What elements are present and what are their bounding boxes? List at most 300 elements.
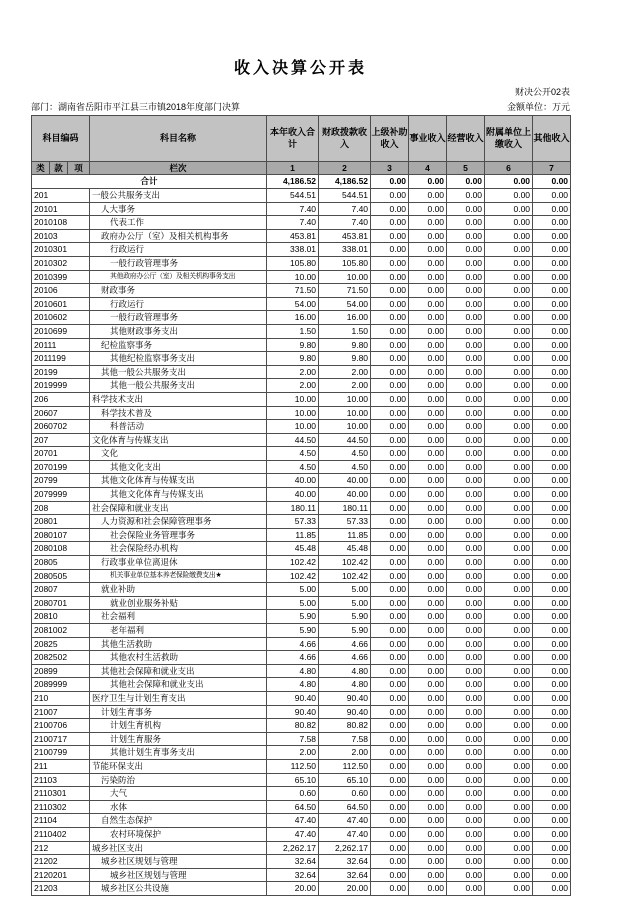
value-cell: 0.00 (485, 637, 533, 651)
table-row (32, 882, 571, 896)
table-row (32, 732, 571, 746)
value-cell: 0.00 (409, 256, 447, 270)
subject-name-cell: 行政运行 (90, 243, 267, 257)
value-cell: 0.00 (533, 324, 571, 338)
column-header-annual-total: 本年收入合计 (267, 116, 319, 162)
value-cell: 0.00 (409, 433, 447, 447)
subject-name-cell: 一般公共服务支出 (90, 189, 267, 203)
table-row (32, 406, 571, 420)
value-cell: 0.00 (485, 732, 533, 746)
value-cell: 0.00 (447, 787, 485, 801)
table-row (32, 759, 571, 773)
column-header-other-income: 其他收入 (533, 116, 571, 162)
value-cell: 0.00 (485, 787, 533, 801)
value-cell: 0.00 (371, 420, 409, 434)
value-cell: 0.00 (371, 759, 409, 773)
value-cell: 4.80 (267, 664, 319, 678)
value-cell: 0.00 (447, 759, 485, 773)
value-cell: 0.00 (409, 528, 447, 542)
value-cell: 0.00 (371, 637, 409, 651)
value-cell: 0.00 (447, 284, 485, 298)
table-row (32, 216, 571, 230)
subject-code-cell: 20106 (32, 284, 90, 298)
value-cell: 0.00 (533, 637, 571, 651)
value-cell: 0.00 (409, 324, 447, 338)
value-cell: 10.00 (319, 406, 371, 420)
value-cell: 0.00 (371, 827, 409, 841)
value-cell: 0.00 (371, 433, 409, 447)
value-cell: 0.00 (371, 691, 409, 705)
value-cell: 0.00 (447, 229, 485, 243)
value-cell: 0.00 (533, 528, 571, 542)
value-cell: 0.00 (371, 651, 409, 665)
value-cell: 0.00 (485, 664, 533, 678)
value-cell: 0.00 (485, 284, 533, 298)
value-cell: 0.00 (485, 610, 533, 624)
value-cell: 4.50 (267, 447, 319, 461)
subject-name-cell: 其他生活救助 (90, 637, 267, 651)
value-cell: 32.64 (267, 855, 319, 869)
value-cell: 0.00 (533, 678, 571, 692)
value-cell: 0.00 (533, 705, 571, 719)
value-cell: 0.00 (409, 759, 447, 773)
subheader-lei: 类 (32, 162, 50, 175)
value-cell: 0.00 (485, 569, 533, 583)
value-cell: 32.64 (267, 868, 319, 882)
table-row (32, 365, 571, 379)
value-cell: 4.80 (267, 678, 319, 692)
value-cell: 0.00 (447, 392, 485, 406)
table-row (32, 338, 571, 352)
value-cell: 7.40 (267, 202, 319, 216)
table-row (32, 460, 571, 474)
value-cell: 0.00 (533, 855, 571, 869)
value-cell: 0.00 (533, 501, 571, 515)
value-cell: 0.00 (485, 488, 533, 502)
value-cell: 0.00 (533, 460, 571, 474)
value-cell: 0.00 (485, 365, 533, 379)
subject-name-cell: 医疗卫生与计划生育支出 (90, 691, 267, 705)
value-cell: 0.00 (409, 379, 447, 393)
subject-code-cell: 2120201 (32, 868, 90, 882)
value-cell: 0.00 (533, 420, 571, 434)
value-cell: 5.90 (319, 610, 371, 624)
value-cell: 0.00 (447, 365, 485, 379)
total-row (32, 175, 571, 189)
value-cell: 0.00 (485, 256, 533, 270)
value-cell: 0.00 (447, 855, 485, 869)
value-cell: 0.00 (371, 216, 409, 230)
total-value: 0.00 (447, 175, 485, 189)
value-cell: 0.00 (485, 882, 533, 896)
value-cell: 0.00 (447, 433, 485, 447)
value-cell: 0.00 (485, 270, 533, 284)
value-cell: 0.00 (447, 311, 485, 325)
header-row (32, 116, 571, 162)
value-cell: 54.00 (267, 297, 319, 311)
value-cell: 0.00 (485, 501, 533, 515)
value-cell: 0.00 (485, 814, 533, 828)
value-cell: 16.00 (319, 311, 371, 325)
value-cell: 2,262.17 (267, 841, 319, 855)
subject-code-cell: 21202 (32, 855, 90, 869)
value-cell: 0.00 (409, 732, 447, 746)
value-cell: 0.00 (533, 297, 571, 311)
value-cell: 0.00 (447, 528, 485, 542)
value-cell: 1.50 (267, 324, 319, 338)
value-cell: 0.00 (371, 787, 409, 801)
value-cell: 0.00 (533, 814, 571, 828)
value-cell: 0.00 (485, 406, 533, 420)
value-cell: 0.00 (447, 664, 485, 678)
subject-code-cell: 2110402 (32, 827, 90, 841)
value-cell: 0.00 (485, 460, 533, 474)
value-cell: 0.00 (409, 855, 447, 869)
value-cell: 45.48 (319, 542, 371, 556)
subject-name-cell: 其他政府办公厅（室）及相关机构事务支出 (90, 270, 267, 284)
value-cell: 90.40 (319, 705, 371, 719)
value-cell: 0.00 (533, 270, 571, 284)
value-cell: 102.42 (267, 569, 319, 583)
value-cell: 180.11 (319, 501, 371, 515)
value-cell: 0.00 (485, 379, 533, 393)
value-cell: 0.00 (409, 474, 447, 488)
value-cell: 9.80 (267, 352, 319, 366)
subject-name-cell: 城乡社区规划与管理 (90, 855, 267, 869)
value-cell: 0.00 (371, 243, 409, 257)
value-cell: 105.80 (267, 256, 319, 270)
value-cell: 0.00 (447, 827, 485, 841)
subject-code-cell: 2010699 (32, 324, 90, 338)
value-cell: 0.00 (447, 624, 485, 638)
value-cell: 0.00 (447, 338, 485, 352)
value-cell: 0.00 (533, 719, 571, 733)
subject-name-cell: 人大事务 (90, 202, 267, 216)
table-header (32, 116, 571, 189)
subject-code-cell: 2010108 (32, 216, 90, 230)
value-cell: 0.00 (371, 719, 409, 733)
value-cell: 4.66 (319, 651, 371, 665)
value-cell: 0.00 (371, 610, 409, 624)
value-cell: 2.00 (267, 379, 319, 393)
value-cell: 0.00 (447, 814, 485, 828)
value-cell: 0.00 (409, 420, 447, 434)
value-cell: 0.00 (409, 583, 447, 597)
value-cell: 0.00 (533, 256, 571, 270)
table-row (32, 841, 571, 855)
value-cell: 0.00 (485, 868, 533, 882)
value-cell: 0.00 (409, 352, 447, 366)
value-cell: 0.00 (447, 569, 485, 583)
value-cell: 4.66 (267, 637, 319, 651)
value-cell: 20.00 (267, 882, 319, 896)
subject-name-cell: 代表工作 (90, 216, 267, 230)
column-number-1: 1 (267, 162, 319, 175)
value-cell: 0.00 (447, 460, 485, 474)
subject-code-cell: 20799 (32, 474, 90, 488)
value-cell: 65.10 (319, 773, 371, 787)
value-cell: 0.00 (485, 202, 533, 216)
value-cell: 0.00 (485, 556, 533, 570)
value-cell: 0.00 (409, 651, 447, 665)
value-cell: 0.00 (533, 624, 571, 638)
subject-code-cell: 208 (32, 501, 90, 515)
value-cell: 0.00 (447, 243, 485, 257)
value-cell: 0.00 (447, 719, 485, 733)
value-cell: 0.00 (533, 583, 571, 597)
value-cell: 0.00 (533, 311, 571, 325)
value-cell: 10.00 (267, 406, 319, 420)
subject-name-cell: 纪检监察事务 (90, 338, 267, 352)
subject-name-cell: 城乡社区规划与管理 (90, 868, 267, 882)
subject-code-cell: 20199 (32, 365, 90, 379)
column-number-2: 2 (319, 162, 371, 175)
value-cell: 4.66 (319, 637, 371, 651)
column-header-fiscal-appropriation: 财政拨款收入 (319, 116, 371, 162)
subject-code-cell: 2080505 (32, 569, 90, 583)
value-cell: 180.11 (267, 501, 319, 515)
subject-code-cell: 2110301 (32, 787, 90, 801)
subject-code-cell: 20607 (32, 406, 90, 420)
column-number-7: 7 (533, 162, 571, 175)
table-row (32, 352, 571, 366)
value-cell: 0.00 (447, 705, 485, 719)
value-cell: 0.00 (371, 256, 409, 270)
value-cell: 0.00 (533, 800, 571, 814)
value-cell: 0.00 (371, 338, 409, 352)
value-cell: 0.00 (409, 773, 447, 787)
subject-code-cell: 2110302 (32, 800, 90, 814)
subject-code-cell: 201 (32, 189, 90, 203)
subject-name-cell: 行政运行 (90, 297, 267, 311)
value-cell: 0.00 (485, 515, 533, 529)
page-title: 收入决算公开表 (233, 60, 367, 77)
value-cell: 0.00 (447, 732, 485, 746)
value-cell: 0.00 (533, 406, 571, 420)
table-row (32, 787, 571, 801)
value-cell: 0.00 (371, 596, 409, 610)
value-cell: 0.00 (409, 787, 447, 801)
value-cell: 5.00 (267, 583, 319, 597)
value-cell: 0.00 (371, 447, 409, 461)
table-row (32, 392, 571, 406)
value-cell: 5.00 (319, 583, 371, 597)
value-cell: 7.40 (319, 216, 371, 230)
value-cell: 0.00 (447, 406, 485, 420)
value-cell: 45.48 (267, 542, 319, 556)
value-cell: 0.00 (409, 338, 447, 352)
column-number-4: 4 (409, 162, 447, 175)
value-cell: 0.00 (371, 732, 409, 746)
value-cell: 2.00 (319, 746, 371, 760)
subject-code-cell: 2080107 (32, 528, 90, 542)
column-number-5: 5 (447, 162, 485, 175)
value-cell: 0.00 (447, 216, 485, 230)
subject-code-cell: 2070199 (32, 460, 90, 474)
value-cell: 0.00 (447, 542, 485, 556)
table-row (32, 705, 571, 719)
subject-code-cell: 20805 (32, 556, 90, 570)
subject-code-cell: 21104 (32, 814, 90, 828)
table-row (32, 488, 571, 502)
value-cell: 453.81 (319, 229, 371, 243)
value-cell: 0.00 (409, 610, 447, 624)
subject-name-cell: 一般行政管理事务 (90, 256, 267, 270)
table-row (32, 868, 571, 882)
table-body (32, 189, 571, 896)
table-row (32, 297, 571, 311)
value-cell: 0.00 (485, 759, 533, 773)
subject-name-cell: 文化体育与传媒支出 (90, 433, 267, 447)
value-cell: 0.00 (447, 270, 485, 284)
value-cell: 64.50 (267, 800, 319, 814)
value-cell: 0.00 (409, 406, 447, 420)
table-row (32, 528, 571, 542)
value-cell: 0.00 (409, 664, 447, 678)
subject-name-cell: 其他文化支出 (90, 460, 267, 474)
subject-name-cell: 城乡社区公共设施 (90, 882, 267, 896)
subject-name-cell: 其他社会保障和就业支出 (90, 664, 267, 678)
value-cell: 0.00 (533, 556, 571, 570)
value-cell: 47.40 (319, 814, 371, 828)
subject-name-cell: 其他一般公共服务支出 (90, 379, 267, 393)
value-cell: 0.00 (533, 202, 571, 216)
value-cell: 0.00 (533, 691, 571, 705)
value-cell: 112.50 (319, 759, 371, 773)
subject-name-cell: 就业补助 (90, 583, 267, 597)
value-cell: 0.00 (371, 583, 409, 597)
value-cell: 0.00 (533, 338, 571, 352)
subject-code-cell: 2100717 (32, 732, 90, 746)
value-cell: 0.00 (485, 583, 533, 597)
subject-code-cell: 20825 (32, 637, 90, 651)
value-cell: 7.40 (267, 216, 319, 230)
value-cell: 90.40 (319, 691, 371, 705)
value-cell: 40.00 (319, 488, 371, 502)
value-cell: 0.60 (319, 787, 371, 801)
value-cell: 0.00 (409, 284, 447, 298)
value-cell: 0.00 (533, 447, 571, 461)
value-cell: 453.81 (267, 229, 319, 243)
value-cell: 102.42 (319, 556, 371, 570)
value-cell: 0.00 (485, 746, 533, 760)
value-cell: 0.00 (533, 746, 571, 760)
value-cell: 0.00 (533, 841, 571, 855)
value-cell: 40.00 (267, 474, 319, 488)
value-cell: 0.00 (371, 800, 409, 814)
total-value: 4,186.52 (319, 175, 371, 189)
value-cell: 0.00 (409, 488, 447, 502)
value-cell: 0.00 (485, 651, 533, 665)
value-cell: 0.00 (409, 637, 447, 651)
value-cell: 0.00 (447, 637, 485, 651)
value-cell: 0.00 (485, 691, 533, 705)
table-row (32, 270, 571, 284)
value-cell: 0.00 (485, 855, 533, 869)
value-cell: 54.00 (319, 297, 371, 311)
value-cell: 0.00 (409, 868, 447, 882)
subject-code-cell: 2080701 (32, 596, 90, 610)
subject-name-cell: 其他一般公共服务支出 (90, 365, 267, 379)
value-cell: 1.50 (319, 324, 371, 338)
value-cell: 0.00 (533, 365, 571, 379)
value-cell: 0.00 (485, 324, 533, 338)
unit-label: 金额单位：万元 (506, 102, 570, 112)
value-cell: 5.00 (319, 596, 371, 610)
value-cell: 0.00 (371, 746, 409, 760)
subject-code-cell: 2100799 (32, 746, 90, 760)
value-cell: 0.00 (371, 868, 409, 882)
table-row (32, 501, 571, 515)
subject-code-cell: 2011199 (32, 352, 90, 366)
table-row (32, 447, 571, 461)
value-cell: 0.00 (533, 243, 571, 257)
value-cell: 0.00 (371, 406, 409, 420)
value-cell: 0.00 (485, 624, 533, 638)
value-cell: 0.00 (371, 189, 409, 203)
subject-name-cell: 科学技术支出 (90, 392, 267, 406)
value-cell: 0.00 (533, 433, 571, 447)
value-cell: 102.42 (267, 556, 319, 570)
value-cell: 0.00 (533, 392, 571, 406)
value-cell: 0.00 (371, 664, 409, 678)
total-value: 0.00 (371, 175, 409, 189)
subject-name-cell: 其他计划生育事务支出 (90, 746, 267, 760)
value-cell: 0.00 (447, 447, 485, 461)
subject-code-cell: 2010602 (32, 311, 90, 325)
subject-code-cell: 2019999 (32, 379, 90, 393)
value-cell: 0.00 (371, 460, 409, 474)
table-row (32, 664, 571, 678)
value-cell: 57.33 (267, 515, 319, 529)
value-cell: 0.00 (409, 216, 447, 230)
value-cell: 0.00 (409, 270, 447, 284)
subject-code-cell: 210 (32, 691, 90, 705)
value-cell: 0.00 (485, 841, 533, 855)
value-cell: 544.51 (267, 189, 319, 203)
value-cell: 0.00 (485, 773, 533, 787)
value-cell: 0.00 (533, 515, 571, 529)
table-row (32, 814, 571, 828)
value-cell: 0.00 (485, 800, 533, 814)
value-cell: 0.00 (409, 719, 447, 733)
value-cell: 90.40 (267, 691, 319, 705)
subject-name-cell: 政府办公厅（室）及相关机构事务 (90, 229, 267, 243)
value-cell: 0.00 (447, 379, 485, 393)
table-row (32, 855, 571, 869)
subject-name-cell: 社会保障和就业支出 (90, 501, 267, 515)
subject-name-cell: 老年福利 (90, 624, 267, 638)
value-cell: 0.00 (409, 624, 447, 638)
value-cell: 9.80 (319, 352, 371, 366)
subject-name-cell: 其他纪检监察事务支出 (90, 352, 267, 366)
subject-code-cell: 2081002 (32, 624, 90, 638)
value-cell: 338.01 (267, 243, 319, 257)
value-cell: 544.51 (319, 189, 371, 203)
value-cell: 0.00 (533, 229, 571, 243)
value-cell: 0.00 (485, 338, 533, 352)
value-cell: 4.50 (319, 447, 371, 461)
value-cell: 0.00 (409, 678, 447, 692)
value-cell: 0.00 (447, 746, 485, 760)
subject-name-cell: 城乡社区支出 (90, 841, 267, 855)
table-row (32, 243, 571, 257)
value-cell: 0.00 (447, 868, 485, 882)
subject-code-cell: 20103 (32, 229, 90, 243)
table-row (32, 610, 571, 624)
value-cell: 0.00 (533, 759, 571, 773)
value-cell: 44.50 (267, 433, 319, 447)
